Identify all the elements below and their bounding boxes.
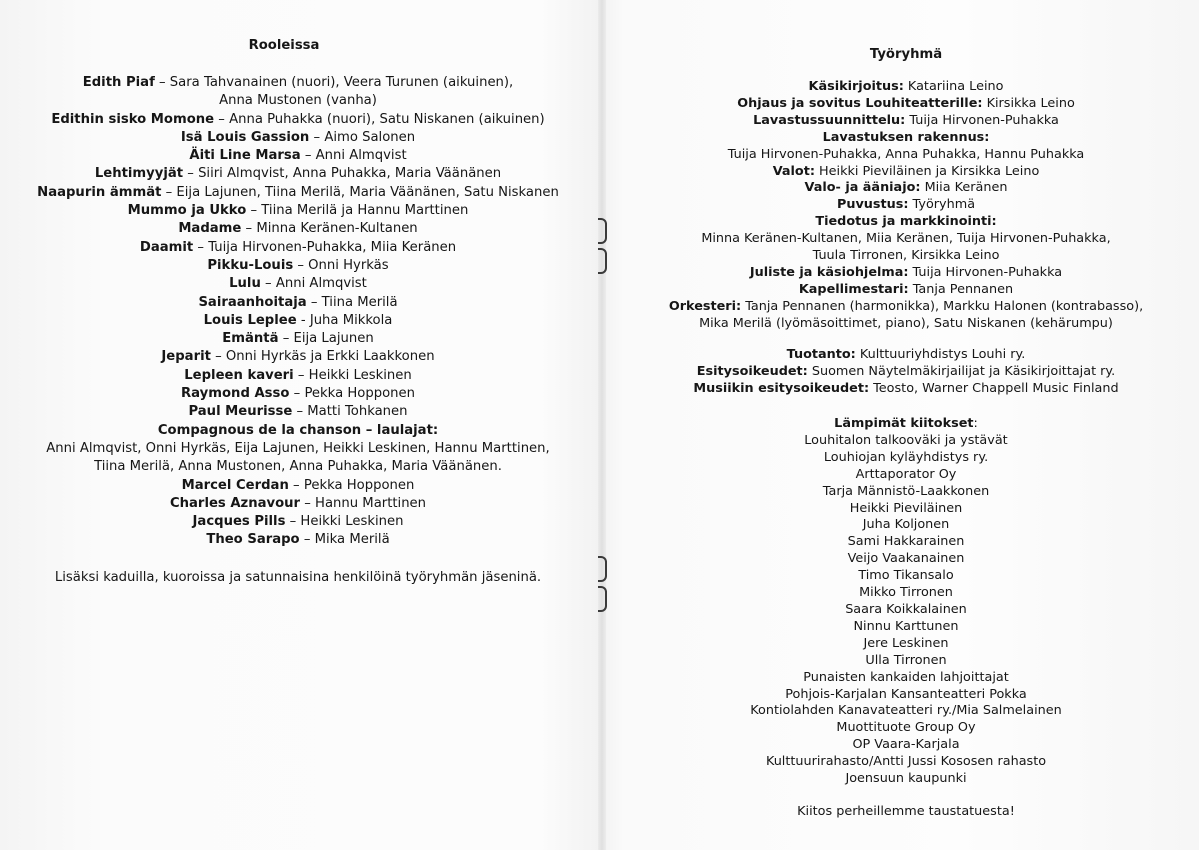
role-separator: – bbox=[183, 166, 199, 182]
role-name: Jacques Pills bbox=[192, 514, 286, 530]
role-actors: Pekka Hopponen bbox=[303, 477, 415, 493]
credit-value: Tuija Hirvonen-Puhakka bbox=[908, 264, 1063, 280]
cast-line bbox=[0, 440, 596, 458]
crew-line bbox=[606, 282, 1199, 299]
role-actors: Onni Hyrkäs bbox=[308, 257, 389, 273]
crew-line bbox=[606, 79, 1199, 96]
thanks-item: Mikko Tirronen bbox=[859, 585, 953, 601]
role-separator: – bbox=[241, 221, 257, 237]
credit-value: Tuija Hirvonen-Puhakka, Anna Puhakka, Hannu Puhakka bbox=[727, 146, 1085, 162]
crew-line bbox=[606, 316, 1199, 333]
thanks-item: Punaisten kankaiden lahjoittajat bbox=[803, 669, 1009, 685]
role-actors: Matti Tohkanen bbox=[307, 404, 408, 420]
role-actors: Anni Almqvist bbox=[275, 276, 367, 292]
role-separator: – bbox=[246, 203, 262, 219]
credit-value: Työryhmä bbox=[908, 197, 976, 213]
crew-line bbox=[606, 164, 1199, 181]
thanks-item: Ninnu Karttunen bbox=[853, 618, 959, 634]
cast-line bbox=[0, 422, 596, 440]
cast-line bbox=[0, 184, 596, 202]
role-actors: Anni Almqvist bbox=[315, 148, 407, 164]
role-actors: Hannu Marttinen bbox=[315, 495, 427, 511]
cast-line bbox=[0, 458, 596, 476]
role-actors: Pekka Hopponen bbox=[304, 386, 415, 402]
role-name: Madame bbox=[178, 221, 242, 237]
crew-line bbox=[606, 147, 1199, 164]
thanks-item: Arttaporator Oy bbox=[855, 466, 957, 482]
thanks-item: Joensuun kaupunki bbox=[845, 771, 967, 787]
crew-line bbox=[606, 231, 1199, 248]
credit-title: Tiedotus ja markkinointi: bbox=[815, 214, 997, 230]
credit-title: Orkesteri: bbox=[668, 298, 742, 314]
role-separator: - bbox=[296, 312, 310, 328]
credit-title: Puvustus: bbox=[836, 197, 909, 213]
thanks-item: OP Vaara-Karjala bbox=[852, 737, 960, 753]
role-actors: Mika Merilä bbox=[314, 532, 390, 548]
cast-note: Lisäksi kaduilla, kuoroissa ja satunnaisina henkilöinä työryhmän jäseninä. bbox=[54, 570, 542, 585]
crew-list bbox=[606, 79, 1199, 333]
role-separator: – bbox=[309, 129, 325, 145]
rights-line bbox=[606, 381, 1199, 398]
right-page bbox=[606, 0, 1199, 850]
cast-line bbox=[0, 330, 596, 348]
credit-value: Tanja Pennanen bbox=[908, 281, 1014, 297]
cast-line bbox=[0, 385, 596, 403]
cast-line bbox=[0, 111, 596, 129]
role-separator: – bbox=[193, 239, 209, 255]
crew-heading: Työryhmä bbox=[869, 47, 943, 62]
cast-heading: Rooleissa bbox=[248, 38, 320, 53]
role-name: Theo Sarapo bbox=[206, 532, 300, 548]
cast-line bbox=[0, 294, 596, 312]
crew-line bbox=[606, 197, 1199, 214]
role-name: Edith Piaf bbox=[82, 75, 155, 90]
thanks-item: Kontiolahden Kanavateatteri ry./Mia Salmelainen bbox=[750, 703, 1062, 719]
role-separator: – bbox=[289, 386, 305, 402]
role-name: Compagnous de la chanson – laulajat: bbox=[157, 422, 439, 438]
role-actors: Minna Keränen-Kultanen bbox=[256, 221, 418, 237]
cast-line bbox=[0, 220, 596, 238]
crew-line bbox=[606, 265, 1199, 282]
rights-line bbox=[606, 364, 1199, 381]
thanks-item: Saara Koikkalainen bbox=[845, 601, 967, 617]
cast-line bbox=[0, 531, 596, 549]
role-name: Paul Meurisse bbox=[188, 404, 293, 420]
role-separator: – bbox=[260, 276, 276, 292]
crew-line bbox=[606, 96, 1199, 113]
cast-line bbox=[0, 275, 596, 293]
role-separator: – bbox=[300, 495, 316, 511]
role-name: Louis Leplee bbox=[203, 312, 297, 328]
credit-value: Suomen Näytelmäkirjailijat ja Käsikirjoittajat ry. bbox=[807, 363, 1116, 379]
role-name: Lepleen kaveri bbox=[184, 367, 294, 383]
thanks-item: Tarja Männistö-Laakkonen bbox=[822, 483, 990, 499]
role-separator: – bbox=[292, 404, 308, 420]
cast-line bbox=[0, 147, 596, 165]
role-name: Naapurin ämmät bbox=[37, 184, 162, 200]
thanks-item: Timo Tikansalo bbox=[858, 568, 954, 584]
credit-value: Heikki Pieviläinen ja Kirsikka Leino bbox=[814, 163, 1040, 179]
thanks-item: Louhitalon talkooväki ja ystävät bbox=[804, 432, 1008, 448]
role-separator: – bbox=[300, 148, 316, 164]
credit-value: Tanja Pennanen (harmonikka), Markku Halonen (kontrabasso), bbox=[741, 298, 1144, 314]
role-name: Edithin sisko Momone bbox=[51, 111, 215, 127]
credit-value: Kirsikka Leino bbox=[982, 95, 1075, 111]
thanks-item: Jere Leskinen bbox=[863, 635, 949, 651]
credit-value: Kulttuuriyhdistys Louhi ry. bbox=[855, 347, 1026, 362]
role-actors: Tiina Merilä bbox=[321, 294, 398, 310]
role-separator: – bbox=[278, 331, 294, 347]
role-actors: Heikki Leskinen bbox=[308, 367, 412, 383]
credit-title: Lavastussuunnittelu: bbox=[753, 112, 906, 128]
rights-list bbox=[606, 347, 1199, 398]
credit-title: Lavastuksen rakennus: bbox=[822, 129, 990, 145]
thanks-item: Veijo Vaakanainen bbox=[847, 551, 965, 567]
role-separator: – bbox=[293, 367, 309, 383]
crew-line bbox=[606, 248, 1199, 265]
cast-line bbox=[0, 348, 596, 366]
credit-title: Musiikin esitysoikeudet: bbox=[693, 380, 870, 396]
thanks-item: Louhiojan kyläyhdistys ry. bbox=[823, 449, 989, 465]
role-actors: Tuija Hirvonen-Puhakka, Miia Keränen bbox=[208, 239, 457, 255]
cast-line bbox=[0, 495, 596, 513]
role-name: Daamit bbox=[139, 239, 194, 255]
thanks-item: Ulla Tirronen bbox=[865, 652, 947, 668]
cast-line bbox=[0, 312, 596, 330]
crew-line bbox=[606, 130, 1199, 147]
closing-line: Kiitos perheillemme taustatuesta! bbox=[797, 804, 1015, 819]
credit-value: Tuula Tirronen, Kirsikka Leino bbox=[812, 248, 1000, 264]
credit-title: Valo- ja ääniajo: bbox=[804, 180, 921, 196]
cast-line bbox=[0, 513, 596, 531]
crew-line bbox=[606, 214, 1199, 231]
role-separator: – bbox=[306, 294, 322, 310]
role-actors: Juha Mikkola bbox=[309, 312, 393, 328]
role-separator: – bbox=[299, 532, 315, 548]
credit-title: Kapellimestari: bbox=[798, 281, 909, 297]
credit-title: Tuotanto: bbox=[786, 347, 856, 362]
thanks-item: Kulttuurirahasto/Antti Jussi Kososen rahasto bbox=[765, 754, 1047, 770]
crew-line bbox=[606, 180, 1199, 197]
role-name: Marcel Cerdan bbox=[181, 477, 289, 493]
role-separator: – bbox=[154, 75, 170, 90]
thanks-item: Heikki Pieviläinen bbox=[849, 500, 963, 516]
credit-value: Tuija Hirvonen-Puhakka bbox=[905, 112, 1059, 128]
cast-line bbox=[0, 403, 596, 421]
cast-list bbox=[0, 74, 596, 550]
thanks-heading: Lämpimät kiitokset: bbox=[834, 416, 978, 431]
thanks-section bbox=[606, 416, 1199, 788]
role-actors: Siiri Almqvist, Anna Puhakka, Maria Väänänen bbox=[198, 166, 502, 182]
role-actors: Onni Hyrkäs ja Erkki Laakkonen bbox=[225, 349, 435, 365]
role-name: Pikku-Louis bbox=[207, 257, 294, 273]
role-actors: Tiina Merilä ja Hannu Marttinen bbox=[261, 203, 469, 219]
crew-line bbox=[606, 299, 1199, 316]
role-actors: Anni Almqvist, Onni Hyrkäs, Eija Lajunen, Heikki Leskinen, Hannu Marttinen, bbox=[46, 440, 550, 456]
page-gutter bbox=[598, 0, 606, 850]
thanks-item: Pohjois-Karjalan Kansanteatteri Pokka bbox=[785, 686, 1027, 702]
credit-title: Esitysoikeudet: bbox=[696, 363, 808, 379]
role-name: Lulu bbox=[229, 276, 261, 292]
credit-title: Juliste ja käsiohjelma: bbox=[749, 264, 909, 280]
cast-line bbox=[0, 92, 596, 110]
thanks-item: Muottituote Group Oy bbox=[836, 720, 976, 736]
role-name: Emäntä bbox=[222, 331, 279, 347]
left-page bbox=[0, 0, 598, 850]
credit-title: Käsikirjoitus: bbox=[808, 79, 904, 94]
thanks-item: Sami Hakkarainen bbox=[847, 534, 965, 550]
credit-title: Valot: bbox=[772, 163, 815, 179]
credit-value: Teosto, Warner Chappell Music Finland bbox=[869, 380, 1119, 396]
cast-line bbox=[0, 257, 596, 275]
cast-line bbox=[0, 129, 596, 147]
role-actors: Aimo Salonen bbox=[324, 129, 416, 145]
role-name: Äiti Line Marsa bbox=[189, 148, 301, 164]
cast-line bbox=[0, 165, 596, 183]
role-name: Mummo ja Ukko bbox=[127, 203, 247, 219]
cast-line bbox=[0, 239, 596, 257]
cast-line bbox=[0, 367, 596, 385]
credit-value: Mika Merilä (lyömäsoittimet, piano), Satu Niskanen (kehärumpu) bbox=[699, 315, 1113, 331]
role-name: Jeparit bbox=[161, 349, 211, 365]
credit-value: Miia Keränen bbox=[920, 180, 1008, 196]
credit-value: Minna Keränen-Kultanen, Miia Keränen, Tuija Hirvonen-Puhakka, bbox=[701, 231, 1111, 247]
credit-value: Katariina Leino bbox=[903, 79, 1004, 94]
role-name: Lehtimyyjät bbox=[94, 166, 184, 182]
thanks-list bbox=[606, 433, 1199, 788]
cast-line bbox=[0, 477, 596, 495]
rights-line bbox=[606, 347, 1199, 364]
role-actors: Sara Tahvanainen (nuori), Veera Turunen (aikuinen), bbox=[169, 75, 514, 90]
role-actors: Anna Mustonen (vanha) bbox=[219, 93, 377, 109]
credit-title: Ohjaus ja sovitus Louhiteatterille: bbox=[737, 95, 983, 111]
cast-line bbox=[0, 202, 596, 220]
role-actors: Eija Lajunen, Tiina Merilä, Maria Väänänen, Satu Niskanen bbox=[176, 184, 559, 200]
role-actors: Anna Puhakka (nuori), Satu Niskanen (aikuinen) bbox=[229, 111, 545, 127]
role-separator: – bbox=[210, 349, 226, 365]
role-actors: Eija Lajunen bbox=[293, 331, 374, 347]
role-separator: – bbox=[285, 514, 301, 530]
role-name: Charles Aznavour bbox=[169, 495, 301, 511]
role-name: Isä Louis Gassion bbox=[180, 129, 310, 145]
role-separator: – bbox=[293, 257, 309, 273]
role-actors: Tiina Merilä, Anna Mustonen, Anna Puhakka, Maria Väänänen. bbox=[94, 459, 502, 475]
role-name: Sairaanhoitaja bbox=[198, 294, 307, 310]
role-separator: – bbox=[288, 477, 304, 493]
cast-line bbox=[0, 74, 596, 92]
crew-line bbox=[606, 113, 1199, 130]
role-actors: Heikki Leskinen bbox=[300, 514, 404, 530]
role-separator: – bbox=[214, 111, 230, 127]
role-name: Raymond Asso bbox=[181, 386, 290, 402]
role-separator: – bbox=[161, 184, 177, 200]
thanks-item: Juha Koljonen bbox=[862, 517, 950, 533]
